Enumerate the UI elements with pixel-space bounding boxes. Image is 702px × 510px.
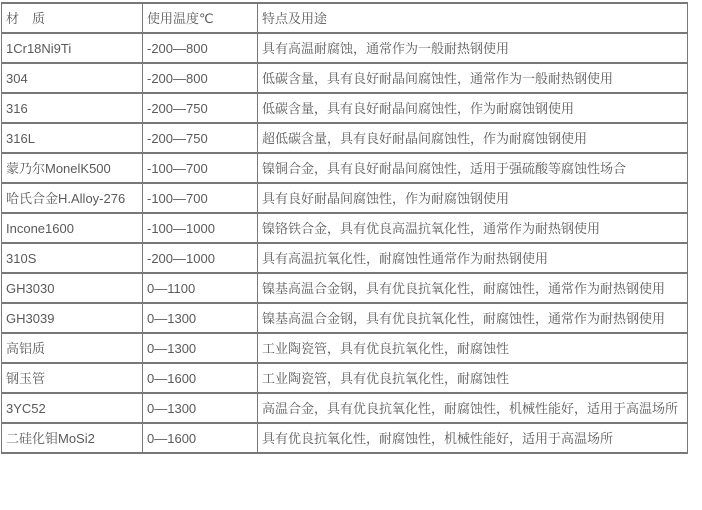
cell-material: 310S bbox=[2, 243, 143, 273]
column-header-material: 材 质 bbox=[2, 3, 143, 33]
cell-temperature: -200—750 bbox=[143, 93, 258, 123]
cell-features: 超低碳含量，具有良好耐晶间腐蚀性，作为耐腐蚀钢使用 bbox=[258, 123, 688, 153]
cell-temperature: -200—750 bbox=[143, 123, 258, 153]
cell-temperature: -100—1000 bbox=[143, 213, 258, 243]
cell-features: 高温合金，具有优良抗氧化性，耐腐蚀性，机械性能好，适用于高温场所 bbox=[258, 393, 688, 423]
cell-features: 镍铬铁合金，具有优良高温抗氧化性，通常作为耐热钢使用 bbox=[258, 213, 688, 243]
cell-material: 1Cr18Ni9Ti bbox=[2, 33, 143, 63]
cell-temperature: 0—1300 bbox=[143, 393, 258, 423]
table-row bbox=[2, 363, 688, 393]
cell-material: GH3030 bbox=[2, 273, 143, 303]
cell-material: 316L bbox=[2, 123, 143, 153]
table-row bbox=[2, 243, 688, 273]
table-row bbox=[2, 183, 688, 213]
cell-temperature: 0—1300 bbox=[143, 303, 258, 333]
cell-features: 工业陶瓷管，具有优良抗氧化性，耐腐蚀性 bbox=[258, 333, 688, 363]
cell-temperature: 0—1600 bbox=[143, 423, 258, 453]
cell-material: Incone1600 bbox=[2, 213, 143, 243]
header-row bbox=[2, 3, 688, 33]
table-row bbox=[2, 93, 688, 123]
table-row bbox=[2, 333, 688, 363]
column-header-features: 特点及用途 bbox=[258, 3, 688, 33]
cell-features: 镍基高温合金钢，具有优良抗氧化性，耐腐蚀性，通常作为耐热钢使用 bbox=[258, 303, 688, 333]
cell-temperature: -200—800 bbox=[143, 33, 258, 63]
column-header-temperature: 使用温度℃ bbox=[143, 3, 258, 33]
cell-features: 工业陶瓷管，具有优良抗氧化性，耐腐蚀性 bbox=[258, 363, 688, 393]
cell-temperature: -200—1000 bbox=[143, 243, 258, 273]
cell-temperature: -100—700 bbox=[143, 183, 258, 213]
cell-temperature: -200—800 bbox=[143, 63, 258, 93]
table-row bbox=[2, 63, 688, 93]
table-row bbox=[2, 423, 688, 453]
cell-temperature: 0—1100 bbox=[143, 273, 258, 303]
cell-material: GH3039 bbox=[2, 303, 143, 333]
cell-material: 304 bbox=[2, 63, 143, 93]
cell-material: 钢玉管 bbox=[2, 363, 143, 393]
cell-features: 具有高温耐腐蚀，通常作为一般耐热钢使用 bbox=[258, 33, 688, 63]
cell-features: 具有良好耐晶间腐蚀性，作为耐腐蚀钢使用 bbox=[258, 183, 688, 213]
table-row bbox=[2, 303, 688, 333]
cell-temperature: -100—700 bbox=[143, 153, 258, 183]
table-row bbox=[2, 33, 688, 63]
cell-material: 3YC52 bbox=[2, 393, 143, 423]
cell-material: 二硅化钼MoSi2 bbox=[2, 423, 143, 453]
cell-temperature: 0—1300 bbox=[143, 333, 258, 363]
cell-features: 镍铜合金，具有良好耐晶间腐蚀性，适用于强硫酸等腐蚀性场合 bbox=[258, 153, 688, 183]
cell-material: 高铝质 bbox=[2, 333, 143, 363]
material-properties-table bbox=[1, 2, 688, 454]
table-row bbox=[2, 123, 688, 153]
table-row bbox=[2, 393, 688, 423]
cell-material: 316 bbox=[2, 93, 143, 123]
cell-features: 具有高温抗氧化性，耐腐蚀性通常作为耐热钢使用 bbox=[258, 243, 688, 273]
cell-material: 蒙乃尔MonelK500 bbox=[2, 153, 143, 183]
cell-material: 哈氏合金H.Alloy-276 bbox=[2, 183, 143, 213]
cell-features: 低碳含量，具有良好耐晶间腐蚀性，作为耐腐蚀钢使用 bbox=[258, 93, 688, 123]
cell-temperature: 0—1600 bbox=[143, 363, 258, 393]
table-row bbox=[2, 213, 688, 243]
cell-features: 低碳含量，具有良好耐晶间腐蚀性，通常作为一般耐热钢使用 bbox=[258, 63, 688, 93]
table-row bbox=[2, 153, 688, 183]
cell-features: 镍基高温合金钢，具有优良抗氧化性，耐腐蚀性，通常作为耐热钢使用 bbox=[258, 273, 688, 303]
cell-features: 具有优良抗氧化性，耐腐蚀性，机械性能好，适用于高温场所 bbox=[258, 423, 688, 453]
table-row bbox=[2, 273, 688, 303]
